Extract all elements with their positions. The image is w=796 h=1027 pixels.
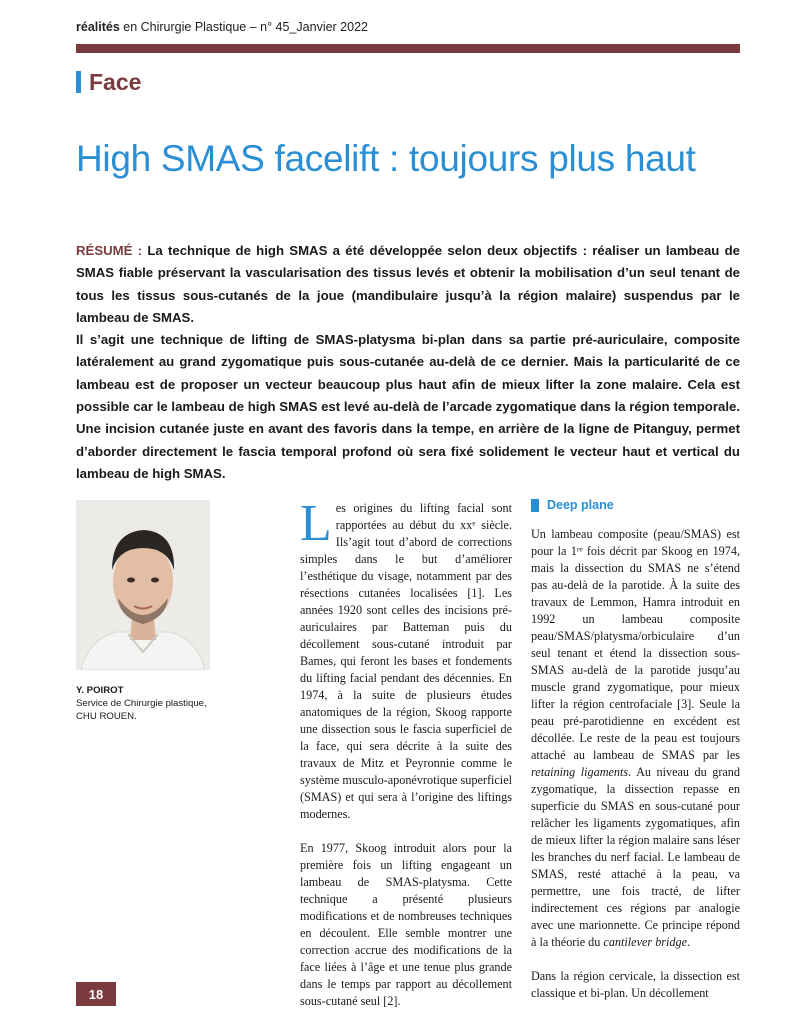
body-para-3-italic-2: cantilever bridge (603, 935, 688, 949)
page-number: 18 (76, 982, 116, 1006)
author-photo (76, 500, 210, 670)
section-title: Face (89, 68, 142, 95)
abstract-text-1: La technique de high SMAS a été développée selon deux objectifs : réaliser un lambeau de SMAS fiable préservant la vascularisation des tissus levés et obtenir la mobilisation d’un seul tenant de tous les tissus sous-cutanés de la joue (mandibulaire jusqu’à la région malaire) suspendus par le lambeau de SMAS. (76, 243, 740, 325)
journal-issue: en Chirurgie Plastique – n° 45_Janvier 2022 (119, 20, 368, 34)
author-name: Y. POIROT (76, 685, 124, 696)
article-title: High SMAS facelift : toujours plus haut (76, 138, 696, 179)
body-para-3 (531, 526, 740, 951)
body-para-3-c: . Au niveau du grand zygomatique, la dissection repasse en superficie du SMAS en sous-cutané pour relâcher les ligaments zygomatiques, afin de mieux lifter la région malaire sans léser les branches du nerf facial. Le lambeau de SMAS, resté attaché à la peau, va permettre, une fois tracté, de lifter indirectement ces régions par analogie avec une marionnette. Ce principe répond à la théorie du (531, 765, 740, 949)
abstract (76, 240, 740, 485)
body-para-3-a: Un lambeau composite (peau/SMAS) est pour la 1ʳᵉ fois décrit par Skoog en 1974, mais la dissection du SMAS ne s’étend pas au-delà de la parotide. À la suite des travaux de Lemmon, Hamra introduit en 1992 un lambeau composite peau/SMAS/platysma/orbiculaire d’un seul tenant et étend la dissection sous-SMAS au-delà de la parotide jusqu’au muscle grand zygomatique, pour mieux lifter la région centrofaciale [3]. Seule la peau pré-parotidienne en excédent est décollée. Le reste de la peau est toujours attaché au lambeau de SMAS par les (531, 527, 740, 762)
author-affiliation-1: Service de Chirurgie plastique, (76, 698, 207, 709)
section-label (76, 67, 141, 97)
body-para-2: En 1977, Skoog introduit alors pour la première fois un lifting engageant un lambeau de SMAS-platysma. Cette technique a présenté plusieurs modifications et de nombreuses techniques en découlent. Elle semble montrer une correction accrue des modifications de la face liées à l’âge et une tenue plus grande dans le temps par rapport au décollement sous-cutané seul [2]. (300, 841, 512, 1008)
body-para-3-e: . (687, 935, 691, 949)
body-para-4: Dans la région cervicale, la dissection est classique et bi-plan. Un décollement (531, 969, 740, 1000)
author-block (76, 684, 226, 723)
running-header (76, 20, 368, 34)
subheading-text: Deep plane (547, 498, 614, 512)
author-affiliation-2: CHU ROUEN. (76, 711, 137, 722)
subheading-deep-plane (531, 498, 614, 512)
subheading-marker (531, 499, 539, 512)
abstract-para-2: Il s’agit une technique de lifting de SMAS-platysma bi-plan dans sa partie pré-auriculaire, composite latéralement au grand zygomatique puis sous-cutanée au-delà de ce dernier. Mais la particularité de ce lambeau est de proposer un vecteur beaucoup plus haut afin de mieux lifter la zone malaire. Cela est possible car le lambeau de high SMAS est levé au-delà de l’arcade zygomatique dans la région temporale. Une incision cutanée juste en avant des favoris dans la tempe, en arrière de la ligne de Pitanguy, permet d’aborder directement le fascia temporal profond où sera fixé solidement le vecteur haut et vertical du lambeau de high SMAS. (76, 332, 740, 481)
drop-cap: L (300, 495, 332, 552)
body-column-1 (300, 495, 512, 1027)
header-rule (76, 44, 740, 53)
journal-name: réalités (76, 20, 120, 34)
abstract-para-1 (76, 240, 740, 329)
section-bar (76, 71, 81, 93)
body-para-1 (300, 495, 512, 823)
body-column-2 (531, 526, 740, 1019)
body-para-3-italic-1: retaining ligaments (531, 765, 629, 779)
body-para-1-text: es origines du lifting facial sont rapportées au début du xxᵉ siècle. Ils’agit tout d’abord de corrections simples dans le but d’améliorer l’esthétique du visage, notamment par des résections cutanées localisées [1]. Les années 1920 sont celles des incisions pré-auriculaires par Batteman puis du décollement sous-cutané introduit par Bames, qui feront les bases et fondements du lifting facial pendant des décennies. En 1974, à la suite de plusieurs études anatomiques de la région, Skoog rapporte une dissection sous le fascia superficiel de la face, qui sera décrite à la suite des travaux de Mitz et Peyronnie comme le système musculo-aponévrotique superficiel (SMAS) et qui sera à l’origine des liftings modernes. (300, 501, 512, 821)
abstract-label: RÉSUMÉ : (76, 243, 143, 258)
